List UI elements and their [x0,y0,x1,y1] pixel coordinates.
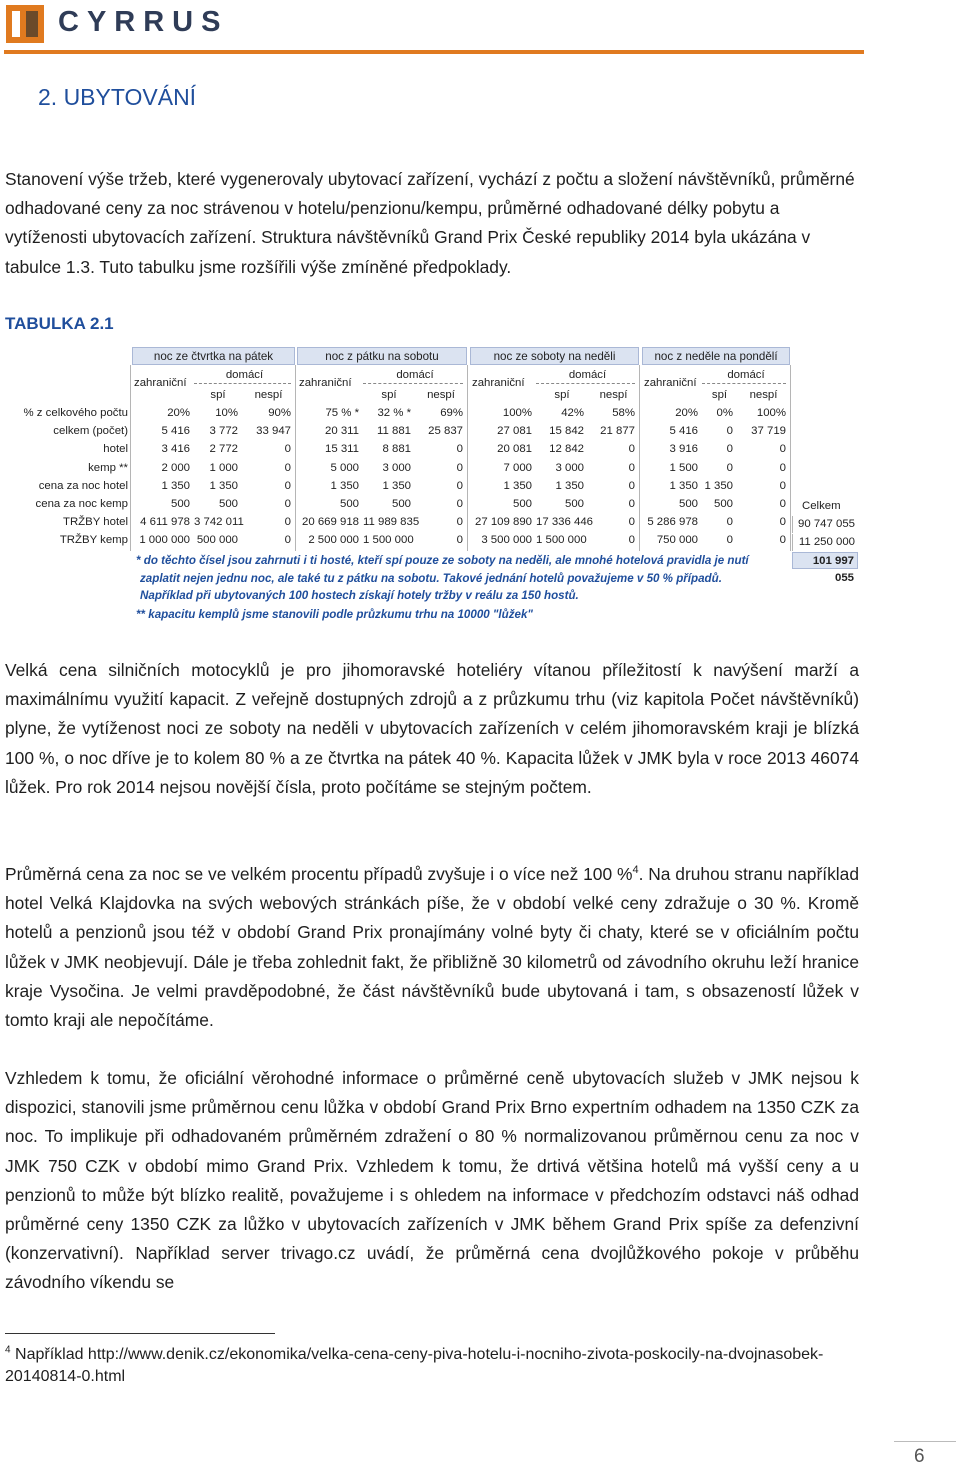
total-label: Celkem [802,500,841,512]
table-cell: 3 742 011 [194,516,244,529]
footnote [5,1344,865,1388]
table-cell: 500 [218,498,238,510]
table-row-label: cena za noc kemp [35,498,128,510]
accommodation-table [10,347,860,627]
group-separator [639,365,640,551]
table-cell: 0 [779,498,786,510]
table-cell: 500 000 [196,534,238,547]
table-cell: 69% [440,407,463,419]
table-cell: 20% [167,407,190,419]
table-row-label: cena za noc hotel [38,479,128,492]
table-cell: 11 989 835 [363,516,420,529]
table-cell: 15 842 [549,425,584,438]
sub-header-sleep: spí [210,389,226,401]
table-cell: 4 611 978 [140,516,190,529]
table-cell: 0 [726,461,733,474]
table-cell: 0 [284,461,291,474]
group-separator [790,365,791,551]
table-row-label: TRŽBY kemp [59,534,128,547]
table-group-header: noc ze soboty na neděli [470,347,639,365]
table-cell: 0 [456,479,463,492]
table-row-label: celkem (počet) [53,425,128,438]
table-note: ** kapacitu kemplů jsme stanovili podle průzkumu trhu na 10000 "lůžek" [136,608,533,621]
table-cell: 0 [628,479,635,492]
table-cell: 0 [284,534,291,547]
intro-paragraph: Stanovení výše tržeb, které vygenerovaly ubytovací zařízení, vychází z počtu a složení návštěvníků, průměrné odhadované ceny za noc strávenou v hotelu/penzionu/kempu, průměrné odhadované délky pobytu a vytíženosti ubytovacích zařízení. Struktura návštěvníků Grand Prix České republiky 2014 byla ukázána v tabulce 1.3. Tuto tabulku jsme rozšířili výše zmíněné předpoklady. [5,169,855,277]
grand-total: 101 997 055 [792,552,858,569]
table-cell: 42% [561,407,584,419]
table-cell: 1 350 [330,479,359,492]
table-group-header: noc z pátku na sobotu [297,347,467,365]
table-note: Například při ubytovaných 100 hostech získají hotely tržby v reálu za 150 hostů. [140,589,579,602]
group-separator [467,365,468,551]
table-cell: 2 500 000 [308,534,359,547]
table-cell: 5 416 [669,425,698,438]
table-cell: 8 881 [382,443,411,456]
table-note: zaplatit nejen jednu noc, ale také tu z pátku na sobotu. Takové jednání hotelů považujeme v 50 % případů. [140,572,722,585]
sub-header-nosleep: nespí [599,389,628,401]
table-cell: 0 [284,443,291,456]
table-cell: 0 [456,461,463,474]
table-group-header: noc ze čtvrtka na pátek [132,347,295,365]
header-divider [4,50,864,54]
table-cell: 500 [391,498,411,510]
table-cell: 3 000 [382,461,411,474]
table-cell: 27 109 890 [474,516,532,529]
paragraph-estimate: Vzhledem k tomu, že oficiální věrohodné informace o průměrné ceně ubytovacích služeb v JMK nejsou k dispozici, stanovili jsme průměrnou cenu lůžka v období Grand Prix Brno expertním odhadem na 1350 CZK za noc. To implikuje při odhadovaném průměrném zdražení o 80 % normalizovanou průměrnou cenu za noc v JMK 750 CZK v období mimo Grand Prix. Vzhledem k tomu, že drtivá většina hotelů má vyšší ceny a u penzionů to může být blízko realitě, považujeme i s ohledem na informace v předchozím odstavci náš odhad průměrné ceny 1350 CZK za lůžko v ubytovacích zařízeních v JMK během Grand Prix spíše za defenzivní (konzervativní). Například server trivago.cz uvádí, že průměrná cena dvojlůžkového pokoje v průběhu závodního víkendu se [5,1068,859,1293]
table-cell: 0 [779,534,786,547]
table-caption: TABULKA 2.1 [5,314,114,333]
table-cell: 0 [628,498,635,510]
table-cell: 100% [756,407,786,419]
table-cell: 0 [628,443,635,456]
table-cell: 12 842 [549,443,584,456]
table-cell: 0 [779,479,786,492]
footnote-number: 4 [5,1344,11,1356]
table-cell: 2 000 [161,461,190,474]
table-cell: 20 669 918 [301,516,359,529]
table-cell: 1 350 [382,479,411,492]
table-row-label: hotel [103,443,128,456]
header-dashed-rule [194,383,291,384]
table-cell: 500 [339,498,359,510]
table-cell: 0 [726,516,733,529]
header-dashed-rule [702,383,786,384]
table-cell: 1 000 000 [139,534,190,547]
cyrrus-logo-icon [6,5,44,43]
table-cell: 500 [678,498,698,510]
page-header [0,0,960,60]
table-cell: 25 837 [428,425,463,438]
sub-header-domestic: domácí [568,369,607,381]
table-row-label: TRŽBY hotel [63,516,128,529]
page-number-rule [894,1441,956,1442]
table-cell: 0 [726,443,733,456]
sub-header-sleep: spí [554,389,570,401]
sub-header-domestic: domácí [396,369,434,381]
section-title: 2. UBYTOVÁNÍ [38,84,197,110]
table-cell: 3 000 [555,461,584,474]
sub-header-foreign: zahraniční [472,377,525,389]
table-cell: 17 336 446 [536,516,594,529]
table-cell: 500 [170,498,190,510]
table-cell: 2 772 [209,443,238,456]
paragraph-prices-a: Průměrná cena za noc se ve velkém procentu případů zvyšuje i o více než 100 % [5,864,633,884]
table-cell: 3 916 [669,443,698,456]
table-cell: 1 350 [503,479,532,492]
table-cell: 32 % * [377,407,411,419]
table-cell: 20 081 [497,443,532,456]
table-cell: 5 286 978 [647,516,698,529]
table-cell: 20% [675,407,698,419]
sub-header-domestic: domácí [727,369,765,381]
table-cell: 0% [716,407,733,419]
sub-header-nosleep: nespí [427,389,455,401]
table-cell: 0 [628,461,635,474]
sub-header-foreign: zahraniční [134,377,187,389]
paragraph-grand-prix: Velká cena silničních motocyklů je pro jihomoravské hoteliéry vítanou příležitostí k navýšení marží a maximálnímu využití kapacit. Z veřejně dostupných zdrojů a z průzkumu trhu (viz kapitola Počet návštěvníků) plyne, že vytíženost noci ze soboty na neděli v ubytovacích zařízeních v celém jihomoravském kraji je blízká 100 %, o noc dříve je to kolem 80 % a ze čtvrtka na pátek 40 %. Kapacita lůžek v JMK byla v roce 2013 46074 lůžek. Pro rok 2014 nejsou novější čísla, proto počítáme se stejným počtem. [5,660,859,797]
table-cell: 0 [779,443,786,456]
table-row-label: % z celkového počtu [23,407,128,419]
footnote-text: Například http://www.denik.cz/ekonomika/velka-cena-ceny-piva-hotelu-i-nocniho-zivota-poskocily-na-dvojnasobek-20140814-0.html [5,1346,824,1385]
table-note: * do těchto čísel jsou zahrnuti i ti hosté, kteří spí pouze ze soboty na neděli, ale mnohé hotelová pravidla je nutí [136,554,749,567]
total-kemp: 11 250 000 [792,534,858,551]
table-cell: 1 350 [209,479,238,492]
table-cell: 20 311 [325,425,359,438]
sub-header-nosleep: nespí [749,389,778,401]
table-cell: 21 877 [600,425,635,438]
paragraph-prices-b: . Na druhou stranu například hotel Velká Klajdovka na svých webových stránkách píše, že v období velké ceny zdražuje o 30 %. Kromě hotelů a penzionů jsou též v období Grand Prix pronajímány volné byty či chaty, které se v oficiálním počtu lůžek v JMK neobjevují. Dále je třeba zohlednit fakt, že přibližně 30 kilometrů od závodního okruhu leží hranice kraje Vysočina. Je velmi pravděpodobné, že část návštěvníků bude ubytovaná i tam, s obsazeností lůžek v tomto kraji ale nepočítáme. [5,864,859,1031]
sub-header-nosleep: nespí [254,389,283,401]
table-cell: 1 350 [161,479,190,492]
sub-header-foreign: zahraniční [299,377,352,389]
table-cell: 10% [215,407,238,419]
table-cell: 750 000 [656,534,698,547]
table-cell: 1 000 [209,461,238,474]
table-cell: 0 [284,479,291,492]
table-cell: 27 081 [497,425,532,438]
table-cell: 1 350 [704,479,733,492]
table-cell: 1 500 000 [363,534,414,547]
table-cell: 1 350 [669,479,698,492]
table-cell: 100% [502,407,532,419]
footnote-divider [5,1333,275,1334]
table-cell: 0 [779,461,786,474]
footnote-ref: 4 [632,864,639,877]
header-dashed-rule [363,383,463,384]
table-cell: 500 [512,498,532,510]
table-cell: 0 [456,443,463,456]
table-cell: 5 416 [161,425,190,438]
table-cell: 5 000 [330,461,359,474]
table-cell: 0 [284,498,291,510]
table-cell: 33 947 [256,425,291,438]
table-cell: 0 [726,534,733,547]
table-cell: 3 416 [161,443,190,456]
table-cell: 1 500 000 [536,534,587,547]
table-cell: 0 [779,516,786,529]
table-cell: 90% [268,407,291,419]
sub-header-sleep: spí [711,389,728,401]
table-cell: 11 881 [377,425,411,438]
table-cell: 0 [726,425,733,438]
page-number: 6 [914,1446,925,1467]
sub-header-sleep: spí [381,389,397,401]
table-cell: 500 [564,498,584,510]
table-cell: 75 % * [325,407,359,419]
table-cell: 1 350 [555,479,584,492]
table-cell: 15 311 [325,443,359,456]
table-cell: 1 500 [669,461,698,474]
table-cell: 0 [284,516,291,529]
paragraph-prices [5,860,859,1035]
logo-text: CYRRUS [58,6,229,38]
table-cell: 0 [628,516,635,529]
table-row-label: kemp ** [88,461,128,474]
table-cell: 58% [612,407,635,419]
total-hotel: 90 747 055 [792,516,858,533]
header-dashed-rule [536,383,635,384]
group-separator [130,365,131,551]
sub-header-domestic: domácí [225,369,264,381]
group-separator [295,365,296,551]
table-cell: 37 719 [751,425,786,438]
table-cell: 0 [456,534,463,547]
table-cell: 0 [628,534,635,547]
table-cell: 7 000 [503,461,532,474]
table-cell: 0 [456,516,463,529]
table-cell: 0 [456,498,463,510]
table-cell: 500 [713,498,733,510]
table-cell: 3 500 000 [481,534,532,547]
table-group-header: noc z neděle na pondělí [642,347,790,365]
sub-header-foreign: zahraniční [644,377,697,389]
table-cell: 3 772 [209,425,238,438]
